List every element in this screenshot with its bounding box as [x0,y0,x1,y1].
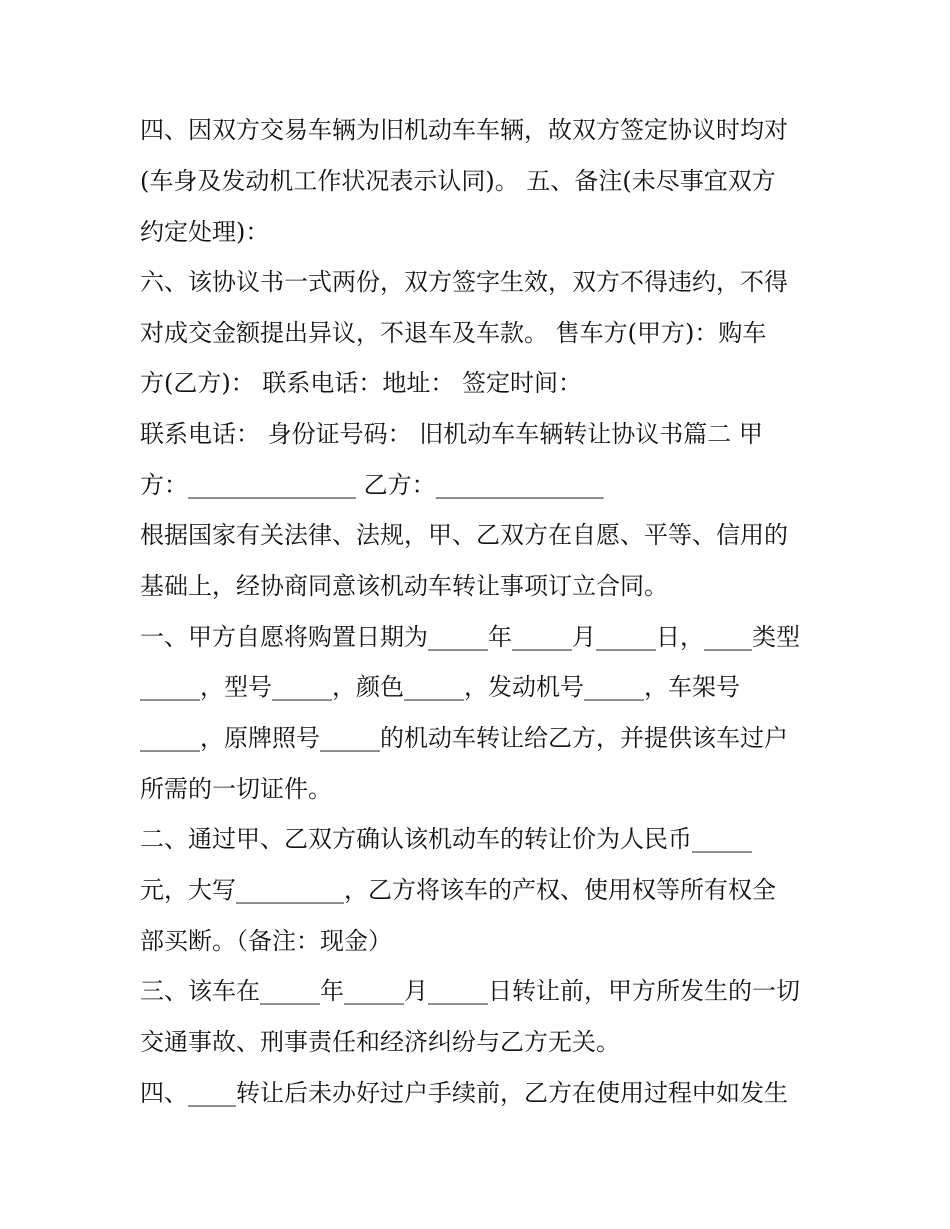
text-line: 方：______________ 乙方：______________ [140,471,604,499]
text-line: _____，原牌照号_____的机动车转让给乙方，并提供该车过户 [140,724,788,752]
text-line: 约定处理)： [140,218,270,246]
text-line: 元，大写_________，乙方将该车的产权、使用权等所有权全 [140,876,776,904]
text-line: 根据国家有关法律、法规，甲、乙双方在自愿、平等、信用的 [140,521,788,549]
text-line: 四、____转让后未办好过户手续前，乙方在使用过程中如发生 [140,1079,788,1107]
text-line: 六、该协议书一式两份，双方签字生效，双方不得违约，不得 [140,268,788,296]
text-line: 一、甲方自愿将购置日期为_____年_____月_____日，____类型 [140,623,800,651]
text-line: 部买断。（备注：现金） [140,927,392,955]
text-line: 联系电话： 身份证号码： 旧机动车车辆转让协议书篇二 甲 [140,420,763,448]
text-line: 四、因双方交易车辆为旧机动车车辆，故双方签定协议时均对 [140,116,788,144]
text-line: 方(乙方)： 联系电话：地址： 签定时间： [140,369,582,397]
text-line: 对成交金额提出异议，不退车及车款。 售车方(甲方)：购车 [140,319,767,347]
text-line: 三、该车在_____年_____月_____日转让前，甲方所发生的一切 [140,977,800,1005]
text-line: (车身及发动机工作状况表示认同)。 五、备注(未尽事宜双方 [140,167,776,195]
text-line: 基础上，经协商同意该机动车转让事项订立合同。 [140,572,668,600]
text-line: _____，型号_____，颜色_____，发动机号_____，车架号 [140,673,740,701]
text-line: 二、通过甲、乙双方确认该机动车的转让价为人民币_____ [140,825,752,853]
text-line: 交通事故、刑事责任和经济纠纷与乙方无关。 [140,1028,620,1056]
text-line: 所需的一切证件。 [140,775,332,803]
